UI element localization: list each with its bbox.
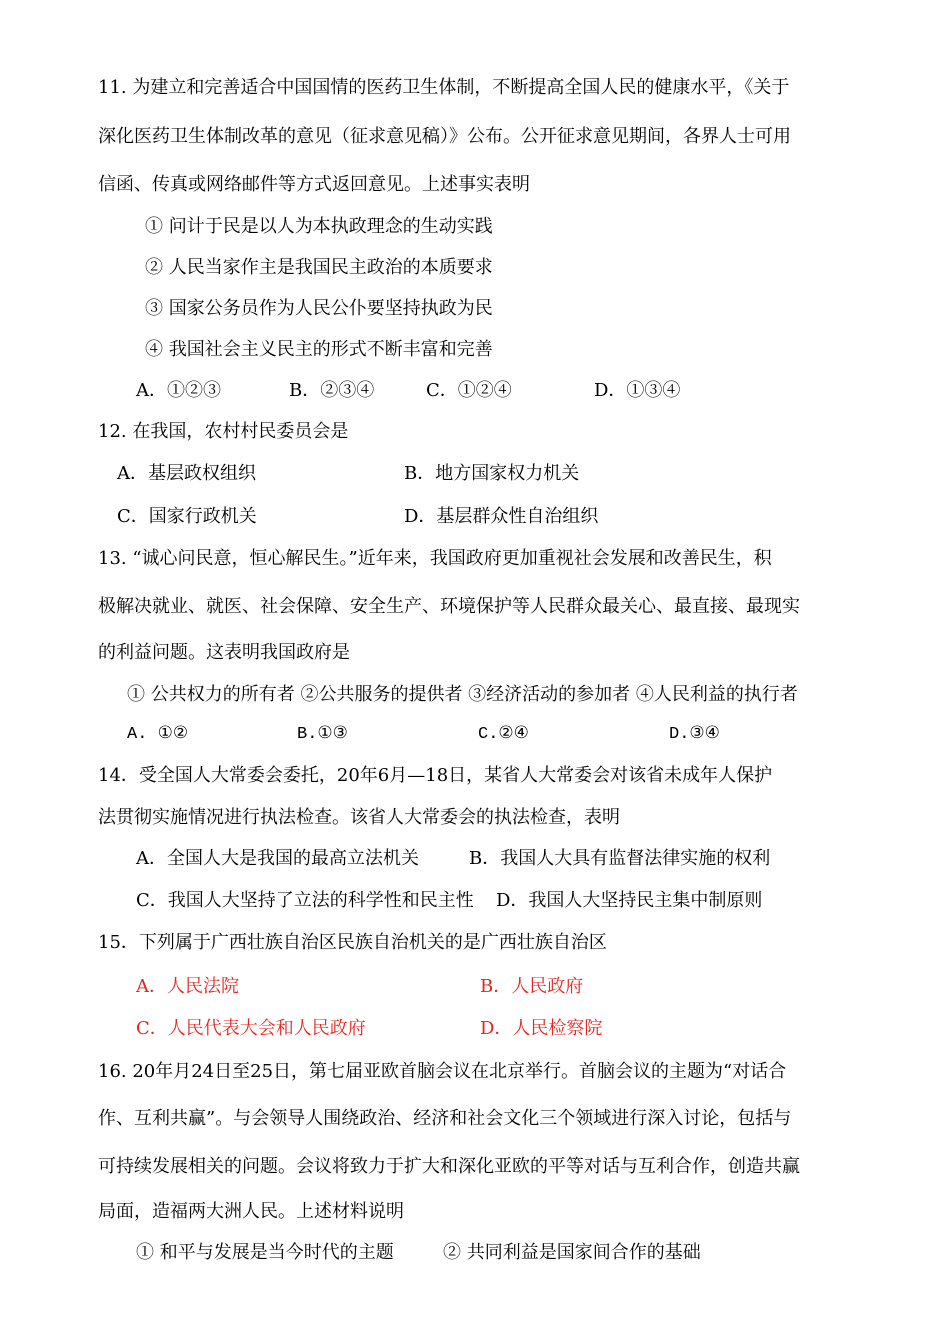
q16-stem-line-4: 局面，造福两大洲人民。上述材料说明 bbox=[98, 1201, 404, 1222]
q13-stem-line-1: 13. “诚心问民意，恒心解民生。”近年来，我国政府更加重视社会发展和改善民生，积 bbox=[98, 548, 772, 569]
q11-option-d: D．①③④ bbox=[594, 380, 681, 401]
q14-option-a: A．全国人大是我国的最高立法机关 bbox=[136, 848, 419, 869]
q11-item-4: ④ 我国社会主义民主的形式不断丰富和完善 bbox=[145, 339, 493, 360]
q12-option-b: B．地方国家权力机关 bbox=[404, 463, 580, 484]
q11-option-c: C．①②④ bbox=[426, 380, 512, 401]
q13-stem-line-3: 的利益问题。这表明我国政府是 bbox=[98, 642, 350, 663]
q16-stem-line-3: 可持续发展相关的问题。会议将致力于扩大和深化亚欧的平等对话与互利合作，创造共赢 bbox=[98, 1156, 800, 1177]
q12-stem: 12. 在我国，农村村民委员会是 bbox=[98, 421, 349, 442]
q14-stem-line-1: 14．受全国人大常委会委托，20年6月—18日，某省人大常委会对该省未成年人保护 bbox=[98, 765, 773, 786]
q16-stem-line-1: 16. 20年月24日至25日，第七届亚欧首脑会议在北京举行。首脑会议的主题为“对话合 bbox=[98, 1061, 787, 1082]
q15-stem: 15．下列属于广西壮族自治区民族自治机关的是广西壮族自治区 bbox=[98, 932, 607, 953]
q11-item-1: ① 问计于民是以人为本执政理念的生动实践 bbox=[145, 216, 493, 237]
q14-option-c: C．我国人大坚持了立法的科学性和民主性 bbox=[136, 890, 474, 911]
q11-item-3: ③ 国家公务员作为人民公仆要坚持执政为民 bbox=[145, 298, 493, 319]
q16-item-2: ② 共同利益是国家间合作的基础 bbox=[443, 1242, 701, 1263]
q14-option-b: B．我国人大具有监督法律实施的权利 bbox=[469, 848, 771, 869]
q11-item-2: ② 人民当家作主是我国民主政治的本质要求 bbox=[145, 257, 493, 278]
q15-option-c: C．人民代表大会和人民政府 bbox=[136, 1018, 366, 1039]
q13-items: ① 公共权力的所有者 ②公共服务的提供者 ③经济活动的参加者 ④人民利益的执行者 bbox=[127, 684, 798, 705]
q14-option-d: D．我国人大坚持民主集中制原则 bbox=[496, 890, 763, 911]
q16-item-1: ① 和平与发展是当今时代的主题 bbox=[136, 1242, 394, 1263]
q11-stem-line-3: 信函、传真或网络邮件等方式返回意见。上述事实表明 bbox=[98, 174, 530, 195]
q11-stem-line-1: 11. 为建立和完善适合中国国情的医药卫生体制，不断提高全国人民的健康水平，《关于 bbox=[98, 77, 790, 98]
q11-option-b: B．②③④ bbox=[289, 380, 375, 401]
q15-option-b: B．人民政府 bbox=[480, 976, 584, 997]
q14-stem-line-2: 法贯彻实施情况进行执法检查。该省人大常委会的执法检查，表明 bbox=[98, 807, 620, 828]
q13-stem-line-2: 极解决就业、就医、社会保障、安全生产、环境保护等人民群众最关心、最直接、最现实 bbox=[98, 596, 800, 617]
q13-option-c: C.②④ bbox=[478, 725, 529, 744]
q13-option-d: D.③④ bbox=[669, 725, 720, 744]
q15-option-a: A．人民法院 bbox=[136, 976, 239, 997]
q12-option-d: D．基层群众性自治组织 bbox=[404, 506, 599, 527]
q12-option-c: C．国家行政机关 bbox=[117, 506, 257, 527]
q13-option-a: A. ①② bbox=[127, 725, 189, 744]
q16-stem-line-2: 作、互利共赢”。与会领导人围绕政治、经济和社会文化三个领域进行深入讨论，包括与 bbox=[98, 1108, 792, 1129]
q15-option-d: D．人民检察院 bbox=[480, 1018, 603, 1039]
q11-option-a: A．①②③ bbox=[136, 380, 221, 401]
q13-option-b: B.①③ bbox=[297, 725, 348, 744]
q11-stem-line-2: 深化医药卫生体制改革的意见（征求意见稿）》公布。公开征求意见期间，各界人士可用 bbox=[98, 126, 791, 147]
q12-option-a: A．基层政权组织 bbox=[117, 463, 256, 484]
